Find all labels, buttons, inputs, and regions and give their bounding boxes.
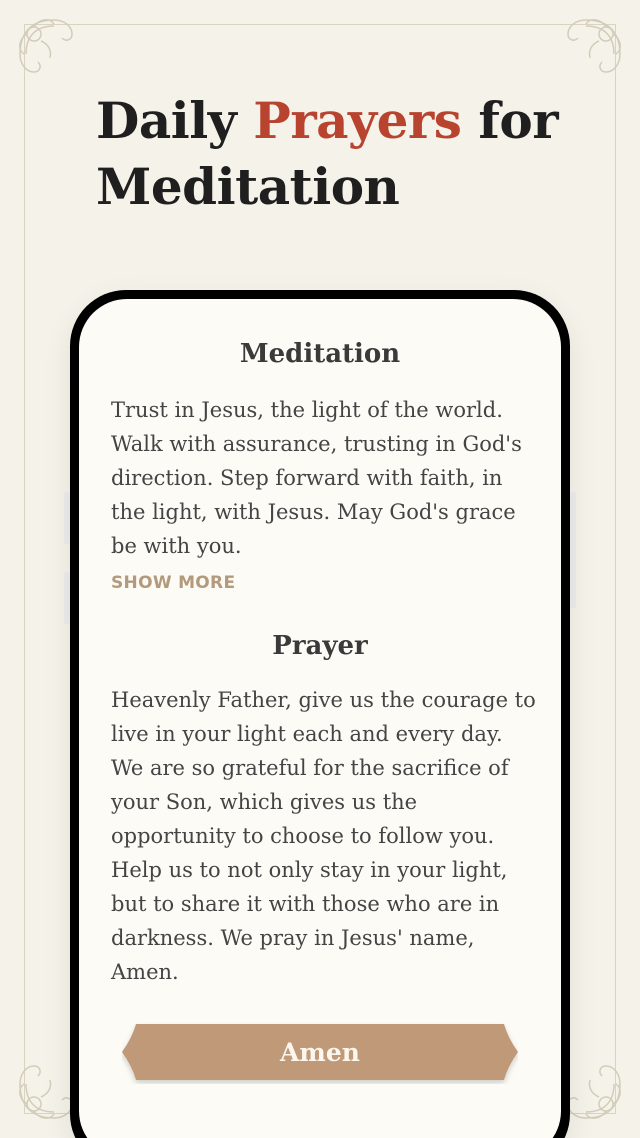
phone-screen: [79, 299, 561, 1138]
headline-text: for: [461, 91, 559, 150]
headline-text: Daily: [96, 91, 254, 150]
page-headline: [96, 88, 596, 220]
ornament-corner-icon: [14, 14, 96, 96]
meditation-title: Meditation: [239, 339, 401, 369]
phone-side-button: [570, 492, 576, 608]
show-more-link[interactable]: SHOW MORE: [111, 573, 236, 593]
meditation-text: Trust in Jesus, the light of the world. Walk with assurance, trusting in God's direction. Step forward with faith, in the light, with Jesus. May God's grace be with you.: [111, 398, 522, 558]
amen-button[interactable]: [122, 1020, 518, 1084]
prayer-title: Prayer: [272, 631, 368, 661]
amen-button-label: Amen: [280, 1037, 360, 1067]
prayer-text: Heavenly Father, give us the courage to live in your light each and every day. We are so grateful for the sacrifice of your Son, which gives us the opportunity to choose to follow you. Help us to not only stay in your light, but to share it with those who are in darkness. We pray in Jesus' name, Amen.: [111, 688, 536, 984]
headline-text: Meditation: [96, 157, 400, 216]
ornament-corner-icon: [544, 14, 626, 96]
headline-accent-word: Prayers: [253, 91, 462, 150]
